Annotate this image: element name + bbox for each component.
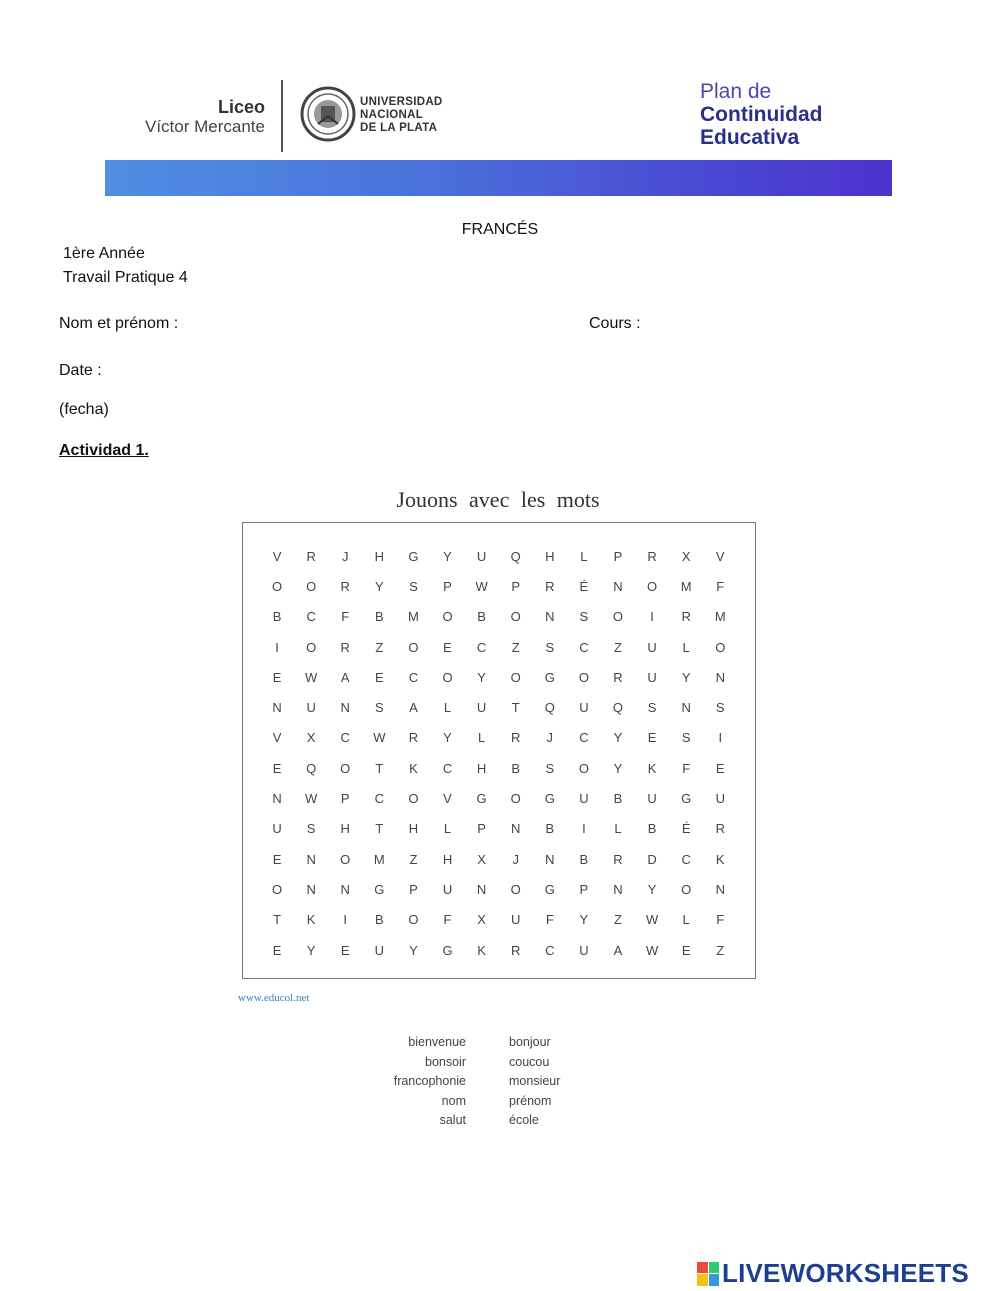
header-divider [281,80,283,152]
grid-cell[interactable]: C [340,730,350,746]
grid-cell[interactable]: M [373,851,385,867]
grid-cell[interactable]: U [442,881,453,897]
grid-cell[interactable]: F [716,578,725,594]
grid-cell[interactable]: Q [510,548,521,564]
year-label: 1ère Année [63,245,145,262]
university-name [360,96,443,135]
grid-cell[interactable]: L [682,639,690,655]
grid-cell[interactable]: J [546,730,554,746]
grid-cell[interactable]: B [374,609,384,625]
grid-cell[interactable]: Q [306,760,317,776]
grid-cell[interactable]: Z [614,912,622,928]
grid-cell[interactable]: Y [409,942,418,958]
grid-cell[interactable]: R [306,548,316,564]
grid-cell[interactable]: Z [375,639,384,655]
grid-cell[interactable]: U [579,942,589,958]
grid-cell[interactable]: E [443,639,452,655]
liveworksheets-icon [697,1262,719,1286]
grid-cell[interactable]: C [374,791,385,807]
grid-cell[interactable]: V [272,730,282,746]
grid-row [260,692,737,722]
grid-cell[interactable]: B [477,609,486,625]
grid-row [260,541,737,571]
grid-cell[interactable]: O [340,851,351,867]
grid-cell[interactable]: X [477,912,486,928]
grid-cell[interactable]: F [716,912,725,928]
grid-cell[interactable]: P [409,881,418,897]
grid-cell[interactable]: B [272,609,282,625]
grid-cell[interactable]: M [408,609,419,625]
grid-cell[interactable]: W [475,578,488,594]
grid-cell[interactable]: R [408,730,419,746]
grid-cell[interactable]: F [682,760,691,776]
source-link[interactable]: www.educol.net [238,992,310,1004]
grid-cell[interactable]: J [341,548,349,564]
grid-cell[interactable]: Q [544,700,555,716]
grid-cell[interactable]: N [545,851,555,867]
grid-cell[interactable]: X [306,730,316,746]
date-note: (fecha) [59,401,109,418]
grid-cell[interactable]: Y [579,912,589,928]
grid-row [260,723,737,753]
grid-cell[interactable]: I [650,609,654,625]
grid-cell[interactable]: M [680,578,692,594]
liceo-logo-text [110,98,265,136]
grid-row [260,874,737,904]
grid-cell[interactable]: C [545,942,555,958]
grid-cell[interactable]: N [715,881,725,897]
grid-cell[interactable]: N [340,881,350,897]
grid-cell[interactable]: S [647,700,657,716]
grid-cell[interactable]: N [613,578,623,594]
name-label: Nom et prénom : [59,315,179,332]
grid-cell[interactable]: E [647,730,657,746]
grid-cell[interactable]: V [715,548,725,564]
grid-row [260,753,737,783]
grid-cell[interactable]: N [681,700,691,716]
grid-cell[interactable]: U [306,700,316,716]
grid-cell[interactable]: H [442,851,453,867]
grid-cell[interactable]: K [715,851,725,867]
grid-cell[interactable]: T [375,760,384,776]
grid-cell[interactable]: H [476,760,487,776]
grid-cell[interactable]: O [306,639,317,655]
grid-cell[interactable]: L [477,730,486,746]
grid-cell[interactable]: É [681,821,691,837]
grid-cell[interactable]: I [275,639,279,655]
grid-cell[interactable]: U [476,700,487,716]
grid-cell[interactable]: O [408,791,419,807]
grid-cell[interactable]: E [272,942,282,958]
grid-row [260,905,737,935]
grid-cell[interactable]: O [408,912,419,928]
grid-cell[interactable]: G [476,791,487,807]
grid-cell[interactable]: U [715,791,725,807]
grid-cell[interactable]: Y [306,942,316,958]
activity-heading: Actividad 1. [59,442,149,459]
grid-cell[interactable]: F [545,912,554,928]
grid-cell[interactable]: K [409,760,418,776]
grid-cell[interactable]: U [511,912,521,928]
grid-cell[interactable]: J [512,851,519,867]
grid-cell[interactable]: I [582,821,586,837]
grid-cell[interactable]: N [545,609,555,625]
grid-cell[interactable]: K [477,942,486,958]
grid-cell[interactable]: H [545,548,555,564]
grid-cell[interactable]: U [647,639,657,655]
grid-cell[interactable]: G [681,791,692,807]
grid-letters [260,541,737,965]
grid-cell[interactable]: F [341,609,350,625]
grid-cell[interactable]: L [443,700,452,716]
grid-cell[interactable]: N [476,881,487,897]
grid-row [260,662,737,692]
grid-cell[interactable]: O [271,578,283,594]
grid-cell[interactable]: Y [647,881,657,897]
grid-cell[interactable]: S [681,730,691,746]
grid-cell[interactable]: B [647,821,657,837]
grid-cell[interactable]: G [442,942,453,958]
grid-cell[interactable]: Y [443,730,452,746]
grid-cell[interactable]: O [271,881,283,897]
course-label: Cours : [589,315,641,332]
grid-cell[interactable]: N [272,700,282,716]
logo-square [697,1262,708,1274]
grid-cell[interactable]: R [715,821,725,837]
work-label: Travail Pratique 4 [63,269,188,286]
grid-cell[interactable]: P [511,578,521,594]
plan-logo-text [700,80,822,149]
grid-cell[interactable]: L [614,821,622,837]
grid-cell[interactable]: P [613,548,623,564]
grid-cell[interactable]: S [374,700,384,716]
grid-cell[interactable]: G [408,548,419,564]
grid-cell[interactable]: G [544,881,555,897]
grid-cell[interactable]: W [645,942,659,958]
grid-cell[interactable]: Z [409,851,418,867]
grid-cell[interactable]: O [306,578,317,594]
plan-line: Educativa [700,126,800,149]
grid-cell[interactable]: N [715,669,725,685]
grid-cell[interactable]: K [647,760,657,776]
grid-cell[interactable]: L [443,821,452,837]
grid-cell[interactable]: P [340,791,350,807]
grid-cell[interactable]: E [272,851,282,867]
grid-cell[interactable]: S [579,609,589,625]
subject-title: FRANCÉS [461,221,539,238]
university-line: NACIONAL [360,109,424,121]
plan-line: Continuidad [700,103,823,126]
grid-row [260,571,737,601]
grid-cell[interactable]: K [306,912,316,928]
grid-cell[interactable]: O [340,760,351,776]
puzzle-title: Jouons avec les mots [396,487,600,512]
word-item: prénom [509,1093,552,1108]
grid-row [260,632,737,662]
grid-cell[interactable]: R [340,639,350,655]
grid-cell[interactable]: N [511,821,521,837]
grid-cell[interactable]: X [477,851,486,867]
grid-cell[interactable]: Y [477,669,486,685]
grid-cell[interactable]: R [545,578,555,594]
grid-cell[interactable]: W [305,669,318,685]
liveworksheets-brand: LIVEWORKSHEETS [722,1258,969,1288]
grid-cell[interactable]: Z [511,639,520,655]
grid-cell[interactable]: O [510,609,521,625]
grid-cell[interactable]: R [647,548,657,564]
grid-cell[interactable]: Q [612,700,624,716]
grid-cell[interactable]: U [647,669,657,685]
grid-cell[interactable]: O [715,639,726,655]
grid-cell[interactable]: B [374,912,384,928]
logo-square [709,1274,720,1286]
grid-cell[interactable]: H [340,821,350,837]
university-line: UNIVERSIDAD [360,96,443,108]
grid-cell[interactable]: E [374,669,384,685]
grid-cell[interactable]: V [443,791,452,807]
word-item: école [509,1113,539,1127]
grid-cell[interactable]: R [613,669,623,685]
grid-cell[interactable]: B [613,791,623,807]
grid-cell[interactable]: R [613,851,623,867]
grid-cell[interactable]: X [681,548,691,564]
grid-cell[interactable]: C [681,851,691,867]
word-item: francophonie [393,1074,466,1088]
grid-cell[interactable]: O [408,639,419,655]
grid-cell[interactable]: R [511,730,521,746]
grid-cell[interactable]: W [373,730,386,746]
grid-cell[interactable]: N [340,700,350,716]
grid-cell[interactable]: N [613,881,623,897]
grid-cell[interactable]: D [647,851,657,867]
grid-cell[interactable]: V [272,548,282,564]
grid-cell[interactable]: F [443,912,452,928]
grid-cell[interactable]: E [272,669,282,685]
grid-cell[interactable]: Y [613,730,623,746]
word-item: bonjour [509,1035,551,1049]
grid-cell[interactable]: Z [614,639,622,655]
grid-cell[interactable]: O [510,669,521,685]
grid-cell[interactable]: W [305,791,318,807]
plan-line: Plan de [700,80,772,103]
grid-cell[interactable]: U [647,791,657,807]
grid-cell[interactable]: Y [613,760,623,776]
grid-row [260,783,737,813]
grid-cell[interactable]: T [273,912,282,928]
grid-cell[interactable]: O [612,609,624,625]
grid-cell[interactable]: A [409,700,418,716]
liceo-name: Liceo [217,97,265,117]
grid-cell[interactable]: H [374,548,385,564]
grid-cell[interactable]: R [681,609,691,625]
grid-cell[interactable]: O [442,669,453,685]
grid-cell[interactable]: C [579,639,589,655]
grid-cell[interactable]: E [272,760,282,776]
logo-square [697,1274,708,1286]
grid-cell[interactable]: E [340,942,350,958]
grid-cell[interactable]: L [580,548,588,564]
grid-cell[interactable]: O [578,669,589,685]
grid-row [260,935,737,965]
grid-cell[interactable]: N [306,881,316,897]
grid-cell[interactable]: O [510,881,521,897]
grid-cell[interactable]: A [613,942,623,958]
word-item: monsieur [509,1074,561,1088]
grid-cell[interactable]: E [715,760,725,776]
grid-cell[interactable]: S [545,639,555,655]
grid-row [260,814,737,844]
grid-cell[interactable]: Z [716,942,725,958]
word-item: bienvenue [408,1035,466,1049]
grid-cell[interactable]: C [306,609,316,625]
grid-cell[interactable]: C [408,669,419,685]
grid-cell[interactable]: R [511,942,521,958]
grid-cell[interactable]: Y [374,578,384,594]
word-search-grid [242,522,756,979]
grid-cell[interactable]: H [408,821,419,837]
word-item: coucou [509,1054,550,1069]
grid-cell[interactable]: C [579,730,589,746]
grid-cell[interactable]: G [374,881,385,897]
grid-cell[interactable]: E [681,942,691,958]
grid-cell[interactable]: Y [443,548,452,564]
grid-cell[interactable]: O [647,578,658,594]
grid-row [260,844,737,874]
grid-cell[interactable]: U [579,700,589,716]
university-line: DE LA PLATA [360,122,438,134]
grid-cell[interactable]: N [306,851,316,867]
grid-cell[interactable]: S [306,821,316,837]
date-label: Date : [59,362,102,379]
word-item: bonsoir [425,1054,466,1069]
grid-cell[interactable]: U [374,942,385,958]
grid-cell[interactable]: Y [681,669,691,685]
grid-cell[interactable]: W [645,912,659,928]
logo-square [709,1262,720,1274]
grid-cell[interactable]: S [409,578,418,594]
grid-row [260,602,737,632]
grid-cell[interactable]: S [715,700,725,716]
header-banner [105,160,892,196]
grid-cell[interactable]: O [681,881,692,897]
word-item: nom [441,1093,466,1108]
grid-cell[interactable]: G [544,791,555,807]
grid-cell[interactable]: O [510,791,521,807]
grid-cell[interactable]: C [476,639,487,655]
grid-cell[interactable]: P [579,881,589,897]
grid-cell[interactable]: I [343,912,348,928]
grid-cell[interactable]: S [545,760,555,776]
grid-cell[interactable]: U [272,821,282,837]
grid-cell[interactable]: O [578,760,589,776]
grid-cell[interactable]: G [544,669,555,685]
liceo-subname: Víctor Mercante [145,117,265,136]
grid-cell[interactable]: T [375,821,384,837]
grid-cell[interactable]: B [579,851,589,867]
word-list-right [509,1033,609,1131]
word-list-left [370,1033,466,1131]
university-seal-icon [300,86,356,142]
grid-cell[interactable]: P [477,821,486,837]
grid-cell[interactable]: B [511,760,521,776]
grid-cell[interactable]: I [718,730,723,746]
grid-cell[interactable]: É [579,578,589,594]
grid-cell[interactable]: B [545,821,555,837]
grid-cell[interactable]: L [682,912,690,928]
grid-cell[interactable]: U [579,791,589,807]
grid-cell[interactable]: U [476,548,487,564]
grid-cell[interactable]: P [443,578,452,594]
word-item: salut [439,1113,466,1127]
grid-cell[interactable]: A [340,669,350,685]
grid-cell[interactable]: O [442,609,453,625]
grid-cell[interactable]: C [442,760,453,776]
grid-cell[interactable]: T [511,700,520,716]
liveworksheets-logo[interactable] [697,1258,969,1289]
grid-cell[interactable]: N [272,791,282,807]
grid-cell[interactable]: R [340,578,350,594]
grid-cell[interactable]: M [714,609,726,625]
